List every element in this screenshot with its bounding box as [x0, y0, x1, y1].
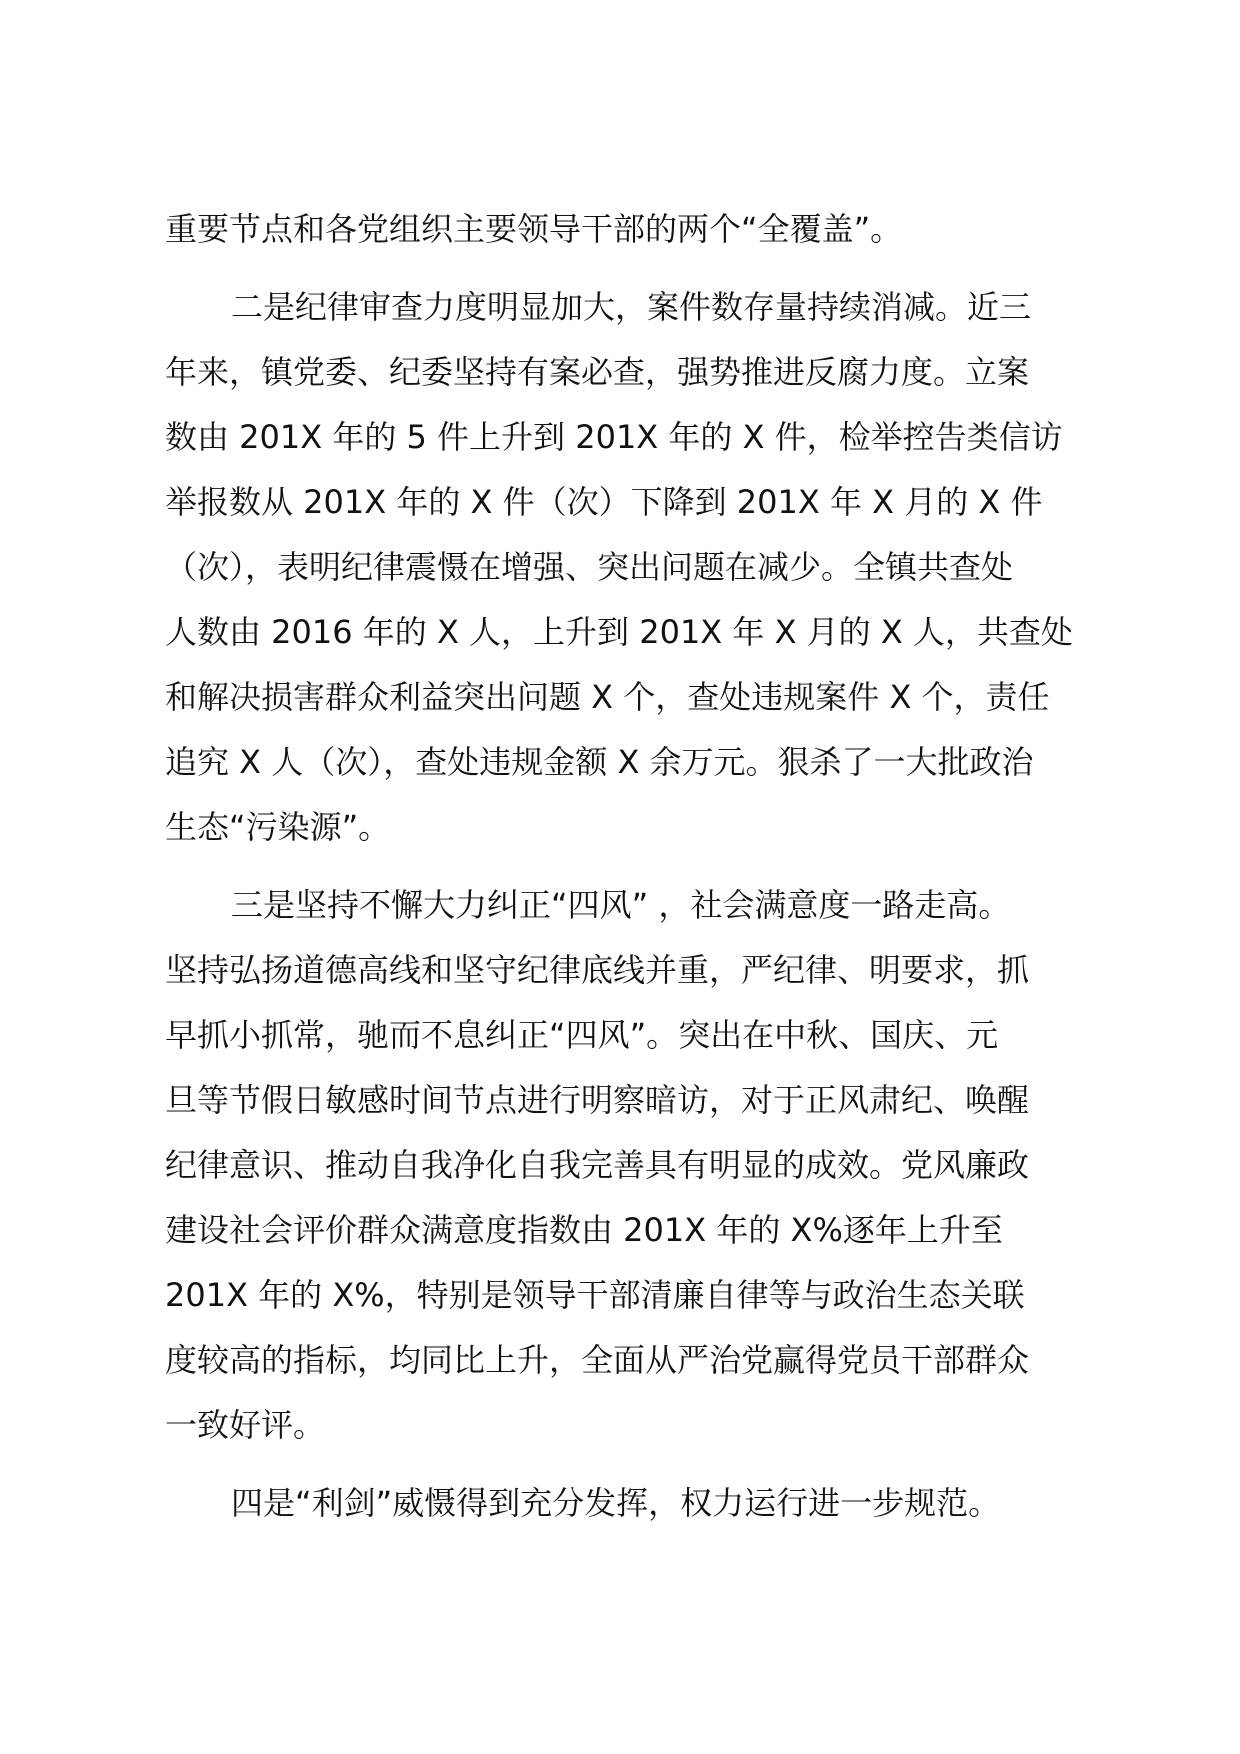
text-line: （次），表明纪律震慑在增强、突出问题在减少。全镇共查处: [165, 548, 1014, 586]
paragraph-first-line: 三是坚持不懈大力纠正“四风” ，社会满意度一路走高。: [231, 886, 1011, 924]
text-line: 和解决损害群众利益突出问题 X 个，查处违规案件 X 个，责任: [165, 678, 1050, 716]
text-line: 生态“污染源”。: [165, 808, 391, 846]
text-line: 坚持弘扬道德高线和坚守纪律底线并重，严纪律、明要求，抓: [165, 951, 1030, 989]
text-line: 数由 201X 年的 5 件上升到 201X 年的 X 件，检举控告类信访: [165, 418, 1063, 456]
text-line: 201X 年的 X%，特别是领导干部清廉自律等与政治生态关联: [165, 1276, 1025, 1314]
text-line: 度较高的指标，均同比上升，全面从严治党赢得党员干部群众: [165, 1341, 1030, 1379]
text-line: 旦等节假日敏感时间节点进行明察暗访，对于正风肃纪、唤醒: [165, 1081, 1030, 1119]
text-line: 纪律意识、推动自我净化自我完善具有明显的成效。党风廉政: [165, 1146, 1030, 1184]
text-line: 追究 X 人（次），查处违规金额 X 余万元。狠杀了一大批政治: [165, 743, 1034, 781]
text-line: 年来，镇党委、纪委坚持有案必查，强势推进反腐力度。立案: [165, 353, 1030, 391]
text-line: 重要节点和各党组织主要领导干部的两个“全覆盖”。: [165, 210, 903, 248]
text-line: 一致好评。: [165, 1406, 326, 1444]
text-line: 建设社会评价群众满意度指数由 201X 年的 X%逐年上升至: [165, 1211, 1003, 1249]
text-line: 早抓小抓常，驰而不息纠正“四风”。突出在中秋、国庆、元: [165, 1016, 999, 1054]
text-line: 举报数从 201X 年的 X 件（次）下降到 201X 年 X 月的 X 件: [165, 483, 1043, 521]
paragraph-first-line: 四是“利剑”威慑得到充分发挥，权力运行进一步规范。: [231, 1484, 1001, 1522]
paragraph-first-line: 二是纪律审查力度明显加大，案件数存量持续消减。近三: [231, 288, 1032, 326]
text-line: 人数由 2016 年的 X 人，上升到 201X 年 X 月的 X 人，共查处: [165, 613, 1073, 651]
